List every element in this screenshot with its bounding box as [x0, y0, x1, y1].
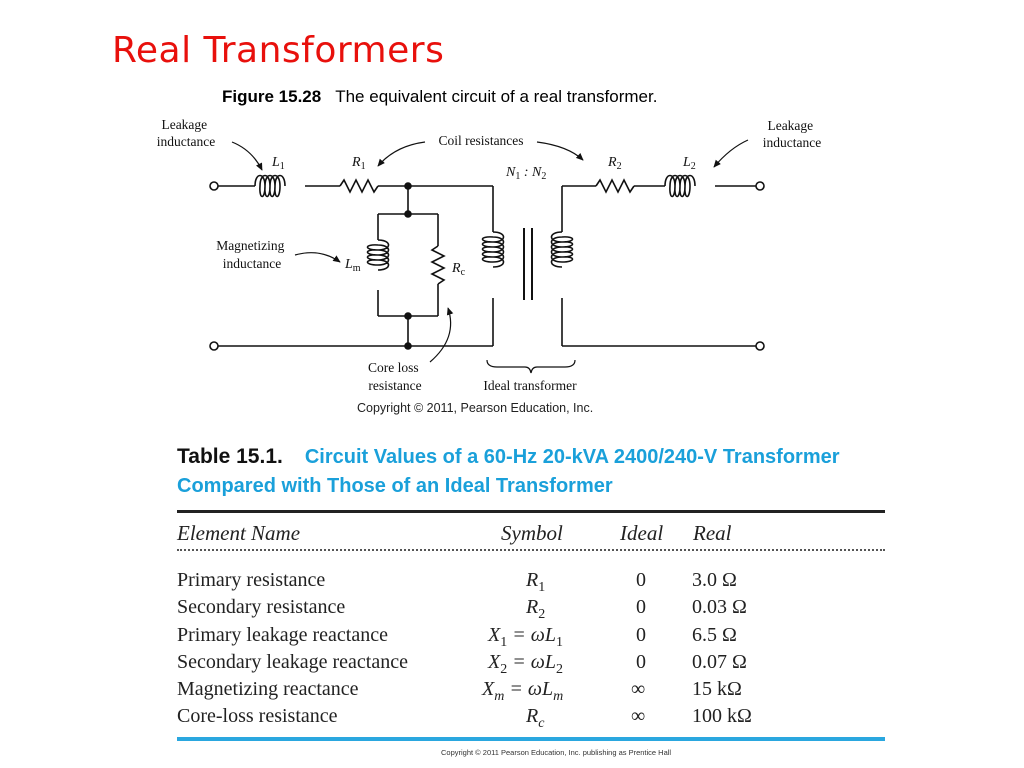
junction-dot [404, 182, 412, 190]
row-element-name: Core-loss resistance [177, 705, 338, 727]
column-header-symbol: Symbol [501, 521, 563, 545]
resistor-R2 [596, 180, 634, 192]
row-real-value: 100 kΩ [692, 705, 752, 727]
ideal-secondary-coil [552, 232, 573, 267]
row-ideal-value: ∞ [631, 705, 646, 727]
row-symbol: $X_m = \omega L_m$ [482, 678, 564, 704]
symbol-L2: $L_2$ [683, 155, 696, 172]
row-symbol: $R_c$ [526, 705, 545, 731]
symbol-Lm: $L_m$ [345, 257, 361, 274]
inductor-L1 [255, 176, 285, 197]
slide-title: Real Transformers [112, 30, 445, 71]
label-ideal-transformer: Ideal transformer [483, 378, 577, 393]
terminal-primary-top [210, 182, 218, 190]
figure-caption-text: The equivalent circuit of a real transformer. [335, 87, 658, 106]
inductor-Lm [368, 240, 389, 270]
row-ideal-value: 0 [636, 651, 646, 673]
row-real-value: 6.5 Ω [692, 624, 737, 646]
row-ideal-value: 0 [636, 596, 646, 618]
footer-copyright: Copyright © 2011 Pearson Education, Inc. publishing as Prentice Hall [441, 748, 672, 757]
figure-number: Figure 15.28 [222, 87, 322, 106]
table-header-divider [177, 549, 885, 551]
label-core-loss: Core loss resistance [368, 360, 422, 393]
table-top-rule [177, 510, 885, 513]
row-symbol: $X_1 = \omega L_1$ [488, 624, 563, 650]
label-magnetizing: Magnetizing inductance [216, 238, 285, 271]
row-element-name: Magnetizing reactance [177, 678, 359, 700]
junction-dot [404, 210, 412, 218]
terminal-secondary-top [756, 182, 764, 190]
symbol-Rc: $R_c$ [452, 261, 466, 278]
row-symbol: $R_1$ [526, 569, 546, 595]
table-title-text: Circuit Values of a 60-Hz 20-kVA 2400/240-V Transformer Compared with Those of an Ideal Transformer [177, 446, 840, 497]
row-ideal-value: 0 [636, 624, 646, 646]
row-real-value: 0.07 Ω [692, 651, 747, 673]
arrow-magnetizing [295, 253, 340, 262]
junction-dot [404, 342, 412, 350]
arrow-coil-res-right [537, 142, 583, 160]
figure-copyright: Copyright © 2011, Pearson Education, Inc. [357, 401, 594, 415]
resistor-R1 [340, 180, 378, 192]
label-coil-resistances: Coil resistances [438, 133, 524, 148]
table-title [177, 442, 887, 501]
junction-dot [404, 312, 412, 320]
ideal-primary-coil [483, 232, 504, 267]
row-ideal-value: 0 [636, 569, 646, 591]
row-element-name: Secondary leakage reactance [177, 651, 408, 673]
row-symbol: $X_2 = \omega L_2$ [488, 651, 563, 677]
column-header-ideal: Ideal [620, 521, 664, 545]
row-real-value: 15 kΩ [692, 678, 742, 700]
column-header-element-name: Element Name [177, 521, 301, 545]
resistor-Rc [432, 246, 444, 284]
symbol-L1: $L_1$ [272, 155, 285, 172]
arrow-leakage-right [714, 140, 748, 167]
arrow-leakage-left [232, 142, 262, 170]
symbol-R2: $R_2$ [608, 155, 622, 172]
inductor-L2 [665, 176, 695, 197]
row-real-value: 0.03 Ω [692, 596, 747, 618]
column-header-real: Real [693, 521, 732, 545]
table-bottom-rule [177, 737, 885, 741]
row-element-name: Primary leakage reactance [177, 624, 388, 646]
label-leakage-left: Leakage inductance [156, 117, 216, 149]
label-leakage-right: Leakage inductance [762, 118, 822, 150]
row-ideal-value: ∞ [631, 678, 646, 700]
symbol-turns-ratio: $N_1$ : $N_2$ [506, 165, 547, 182]
row-symbol: $R_2$ [526, 596, 546, 622]
ideal-transformer-brace [487, 360, 575, 373]
row-element-name: Primary resistance [177, 569, 326, 591]
row-real-value: 3.0 Ω [692, 569, 737, 591]
terminal-primary-bottom [210, 342, 218, 350]
arrow-coil-res-left [378, 142, 425, 166]
table-number: Table 15.1. [177, 445, 283, 468]
row-element-name: Secondary resistance [177, 596, 346, 618]
terminal-secondary-bottom [756, 342, 764, 350]
symbol-R1: $R_1$ [352, 155, 366, 172]
